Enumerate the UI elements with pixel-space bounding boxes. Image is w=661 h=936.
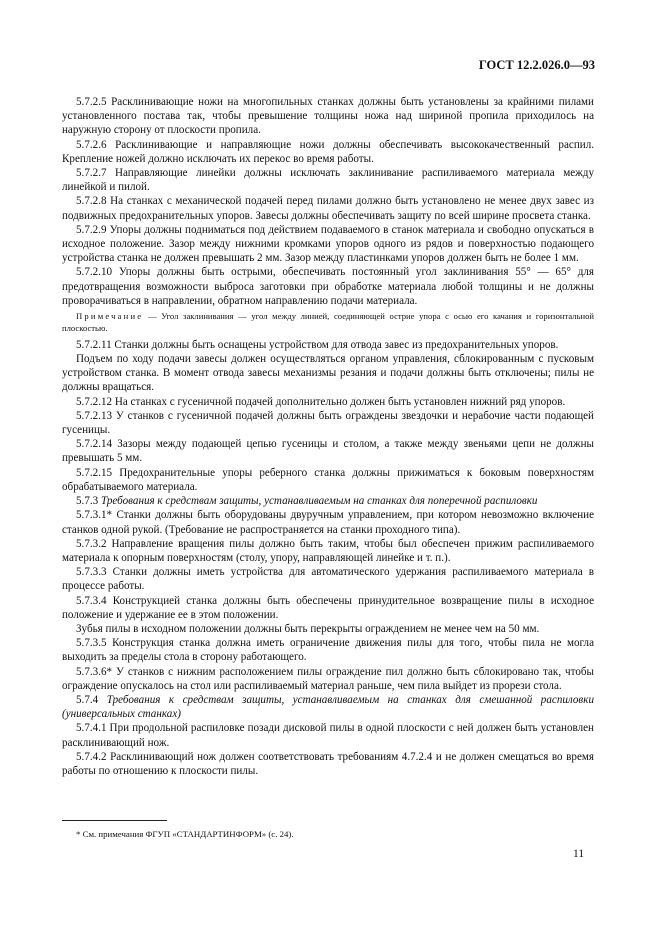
paragraph: 5.7.3.6* У станков с нижним расположением пилы ограждение пил должно быть сблокировано так, чтобы ограждение опускалось на стол или распиливаемый материал раньше, чем пила выйдет из прорези стола.: [62, 665, 594, 692]
paragraph: 5.7.2.7 Направляющие линейки должны исключать заклинивание распиливаемого материала между линейкой и пилой.: [62, 167, 594, 194]
section-number: 5.7.4: [76, 693, 99, 706]
paragraph: 5.7.2.13 У станков с гусеничной подачей должны быть ограждены звездочки и нерабочие части подающей гусеницы.: [62, 409, 594, 437]
document-body: [62, 95, 594, 778]
section-number: 5.7.3: [76, 495, 99, 508]
paragraph: 5.7.2.15 Предохранительные упоры реберного станка должны прижиматься к боковым поверхностям обрабатываемого материала.: [62, 466, 594, 493]
paragraph: 5.7.2.8 На станках с механической подачей перед пилами должно быть установлено не менее двух завес из подвижных предохранительных упоров. Завесы должны обеспечивать защиту по всей ширине просвета станка.: [62, 195, 594, 222]
section-title: Требования к средствам защиты, устанавливаемым на станках для смешанной распиловки (универсальных станках): [62, 693, 594, 721]
note-text: — Угол заклинивания — угол между линией, соединяющей острие упора с осью его качания и горизонтальной плоскостью.: [62, 311, 594, 334]
paragraph: Зубья пилы в исходном положении должны быть перекрыты ограждением не менее чем на 50 мм.: [76, 622, 540, 635]
paragraph: 5.7.3.2 Направление вращения пилы должно быть таким, чтобы был обеспечен прижим распиливаемого материала к опорным поверхностям (столу, упору, направляющей линейке и т. п.).: [62, 537, 594, 564]
paragraph: Подъем по ходу подачи завесы должен осуществляться органом управления, сблокированным с пусковым устройством станка. В момент отвода завесы механизмы резания и подачи должны быть отключены; пилы не должны вращаться.: [62, 353, 594, 394]
note-label: Примечание: [76, 311, 144, 322]
note: [62, 310, 594, 335]
paragraph: 5.7.2.10 Упоры должны быть острыми, обеспечивать постоянный угол заклинивания 55° — 65° для предотвращения возможности выброса заготовки при обработке материала любой толщины и не должны проворачиваться в направлении, обратном направлению подачи материала.: [62, 266, 594, 307]
section-heading: [62, 494, 594, 508]
paragraph: 5.7.2.9 Упоры должны подниматься под действием подаваемого в станок материала и свободно опускаться в исходное положение. Зазор между нижними кромками упоров одного из рядов и поверхностью подающего устройства станка не должен превышать 2 мм. Зазор между пластинками упоров должен быть не более 1 мм.: [62, 223, 594, 265]
footnote: * См. примечания ФГУП «СТАНДАРТИНФОРМ» (с. 24).: [76, 829, 294, 839]
paragraph: 5.7.2.11 Станки должны быть оснащены устройством для отвода завес из предохранительных упоров.: [76, 338, 559, 351]
paragraph: 5.7.2.14 Зазоры между подающей цепью гусеницы и столом, а также между звеньями цепи не должны превышать 5 мм.: [62, 438, 594, 465]
section-title: Требования к средствам защиты, устанавливаемым на станках для поперечной распиловки: [100, 495, 538, 508]
paragraph: 5.7.3.4 Конструкцией станка должны быть обеспечены принудительное возвращение пилы в исходное положение и удержание ее в этом положении.: [62, 594, 594, 621]
document-code: ГОСТ 12.2.026.0—93: [478, 58, 595, 72]
paragraph: 5.7.3.3 Станки должны иметь устройства для автоматического удержания распиливаемого материала в процессе работы.: [62, 566, 594, 593]
paragraph: 5.7.4.2 Расклинивающий нож должен соответствовать требованиям 4.7.2.4 и не должен смещаться во время работы по отношению к плоскости пилы.: [62, 750, 594, 777]
page-number: 11: [573, 848, 585, 860]
paragraph: 5.7.3.1* Станки должны быть оборудованы двуручным управлением, при котором невозможно включение станков одной рукой. (Требование не распространяется на станки проходного типа).: [62, 509, 594, 536]
paragraph: 5.7.4.1 При продольной распиловке позади дисковой пилы в одной плоскости с ней должен быть установлен расклинивающий нож.: [62, 722, 594, 749]
footnote-divider: [62, 820, 167, 821]
section-heading: [62, 693, 594, 721]
paragraph: 5.7.2.5 Расклинивающие ножи на многопильных станках должны быть установлены за крайними пилами установленного постава так, чтобы превышение толщины ножа над шириной пропила приходилось на наружную сторону от плоскости пропила.: [62, 96, 594, 137]
paragraph: 5.7.3.5 Конструкция станка должна иметь ограничение движения пилы для того, чтобы пила не могла выходить за пределы стола в сторону работающего.: [62, 637, 594, 664]
paragraph: 5.7.2.6 Расклинивающие и направляющие ножи должны обеспечивать высококачественный распил. Крепление ножей должно исключать их перекос во время работы.: [62, 138, 594, 165]
paragraph: 5.7.2.12 На станках с гусеничной подачей дополнительно должен быть установлен нижний ряд упоров.: [76, 395, 566, 408]
